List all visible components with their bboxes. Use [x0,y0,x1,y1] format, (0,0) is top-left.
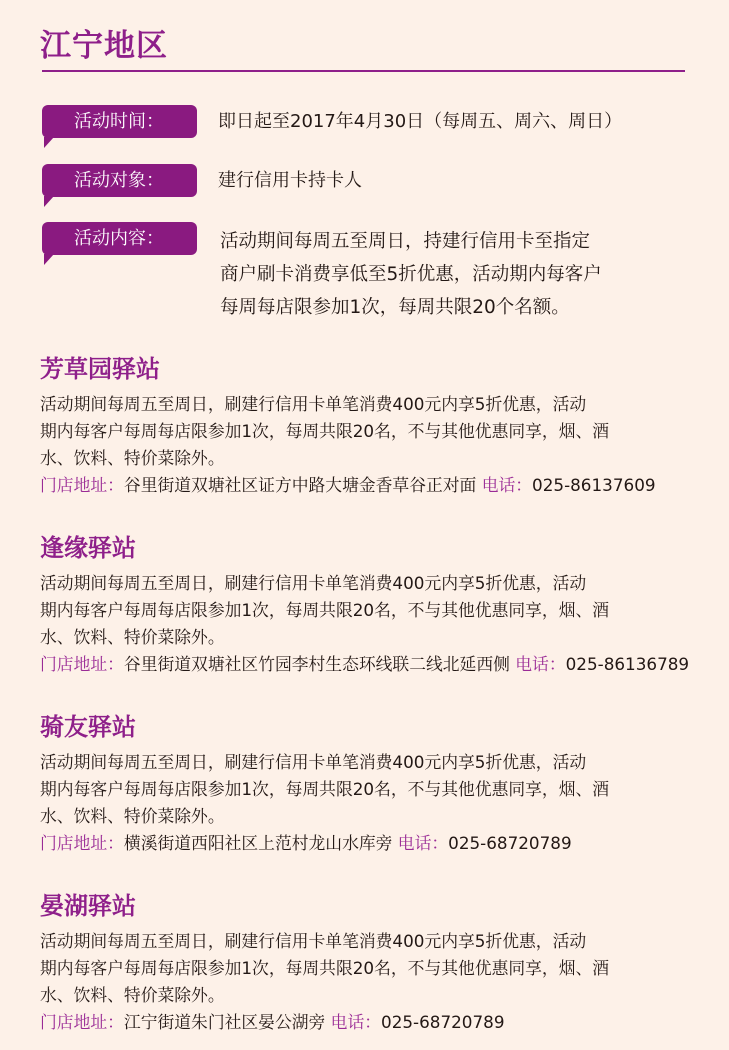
info-content [220,225,602,324]
description-line: 活动期间每周五至周日，刷建行信用卡单笔消费400元内享5折优惠，活动 [40,752,587,772]
page-title: 江宁地区 [40,28,168,64]
info-line: 建行信用卡持卡人 [218,170,362,191]
phone-label: 电话： [397,833,449,853]
station-description [40,391,656,499]
phone-value: 025-68720789 [381,1012,505,1032]
store-address-row [40,830,609,857]
info-line: 每周每店限参加1次，每周共限20个名额。 [220,297,570,318]
description-line: 活动期间每周五至周日，刷建行信用卡单笔消费400元内享5折优惠，活动 [40,394,587,414]
phone-value: 025-86137609 [532,475,656,495]
description-line: 水、饮料、特价菜除外。 [40,806,225,826]
description-line: 活动期间每周五至周日，刷建行信用卡单笔消费400元内享5折优惠，活动 [40,573,587,593]
info-target [218,164,362,197]
station-title: 逢缘驿站 [40,534,136,562]
station-title: 骑友驿站 [40,713,136,741]
description-line: 期内每客户每周每店限参加1次，每周共限20名，不与其他优惠同享，烟、酒 [40,958,610,978]
description-line: 水、饮料、特价菜除外。 [40,448,225,468]
description-line: 水、饮料、特价菜除外。 [40,985,225,1005]
info-line: 商户刷卡消费享低至5折优惠，活动期内每客户 [220,264,602,285]
description-line: 水、饮料、特价菜除外。 [40,627,225,647]
address-label: 门店地址： [40,833,124,853]
description-line: 期内每客户每周每店限参加1次，每周共限20名，不与其他优惠同享，烟、酒 [40,779,610,799]
station-title: 晏湖驿站 [40,892,136,920]
phone-label: 电话： [330,1012,382,1032]
store-address-row [40,651,689,678]
store-address-row [40,1009,609,1036]
address-label: 门店地址： [40,654,124,674]
address-label: 门店地址： [40,1012,124,1032]
station-title: 芳草园驿站 [40,355,160,383]
address-value: 谷里街道双塘社区竹园李村生态环线联二线北延西侧 [123,654,510,674]
info-time [218,105,622,138]
station-description [40,570,689,678]
description-line: 期内每客户每周每店限参加1次，每周共限20名，不与其他优惠同享，烟、酒 [40,600,610,620]
station-description [40,749,609,857]
address-value: 江宁街道朱门社区晏公湖旁 [123,1012,326,1032]
info-line: 即日起至2017年4月30日（每周五、周六、周日） [218,111,623,132]
phone-value: 025-86136789 [565,654,690,674]
phone-value: 025-68720789 [448,833,572,853]
address-label: 门店地址： [40,475,124,495]
badge-time: 活动时间： [42,105,197,138]
phone-label: 电话： [515,654,566,674]
info-line: 活动期间每周五至周日，持建行信用卡至指定 [220,231,591,252]
phone-label: 电话： [481,475,533,495]
badge-content: 活动内容： [42,222,197,255]
station-description [40,928,609,1036]
title-divider [42,70,685,72]
description-line: 期内每客户每周每店限参加1次，每周共限20名，不与其他优惠同享，烟、酒 [40,421,610,441]
address-value: 谷里街道双塘社区证方中路大塘金香草谷正对面 [123,475,477,495]
store-address-row [40,472,656,499]
badge-target: 活动对象： [42,164,197,197]
address-value: 横溪街道西阳社区上范村龙山水库旁 [123,833,393,853]
description-line: 活动期间每周五至周日，刷建行信用卡单笔消费400元内享5折优惠，活动 [40,931,587,951]
